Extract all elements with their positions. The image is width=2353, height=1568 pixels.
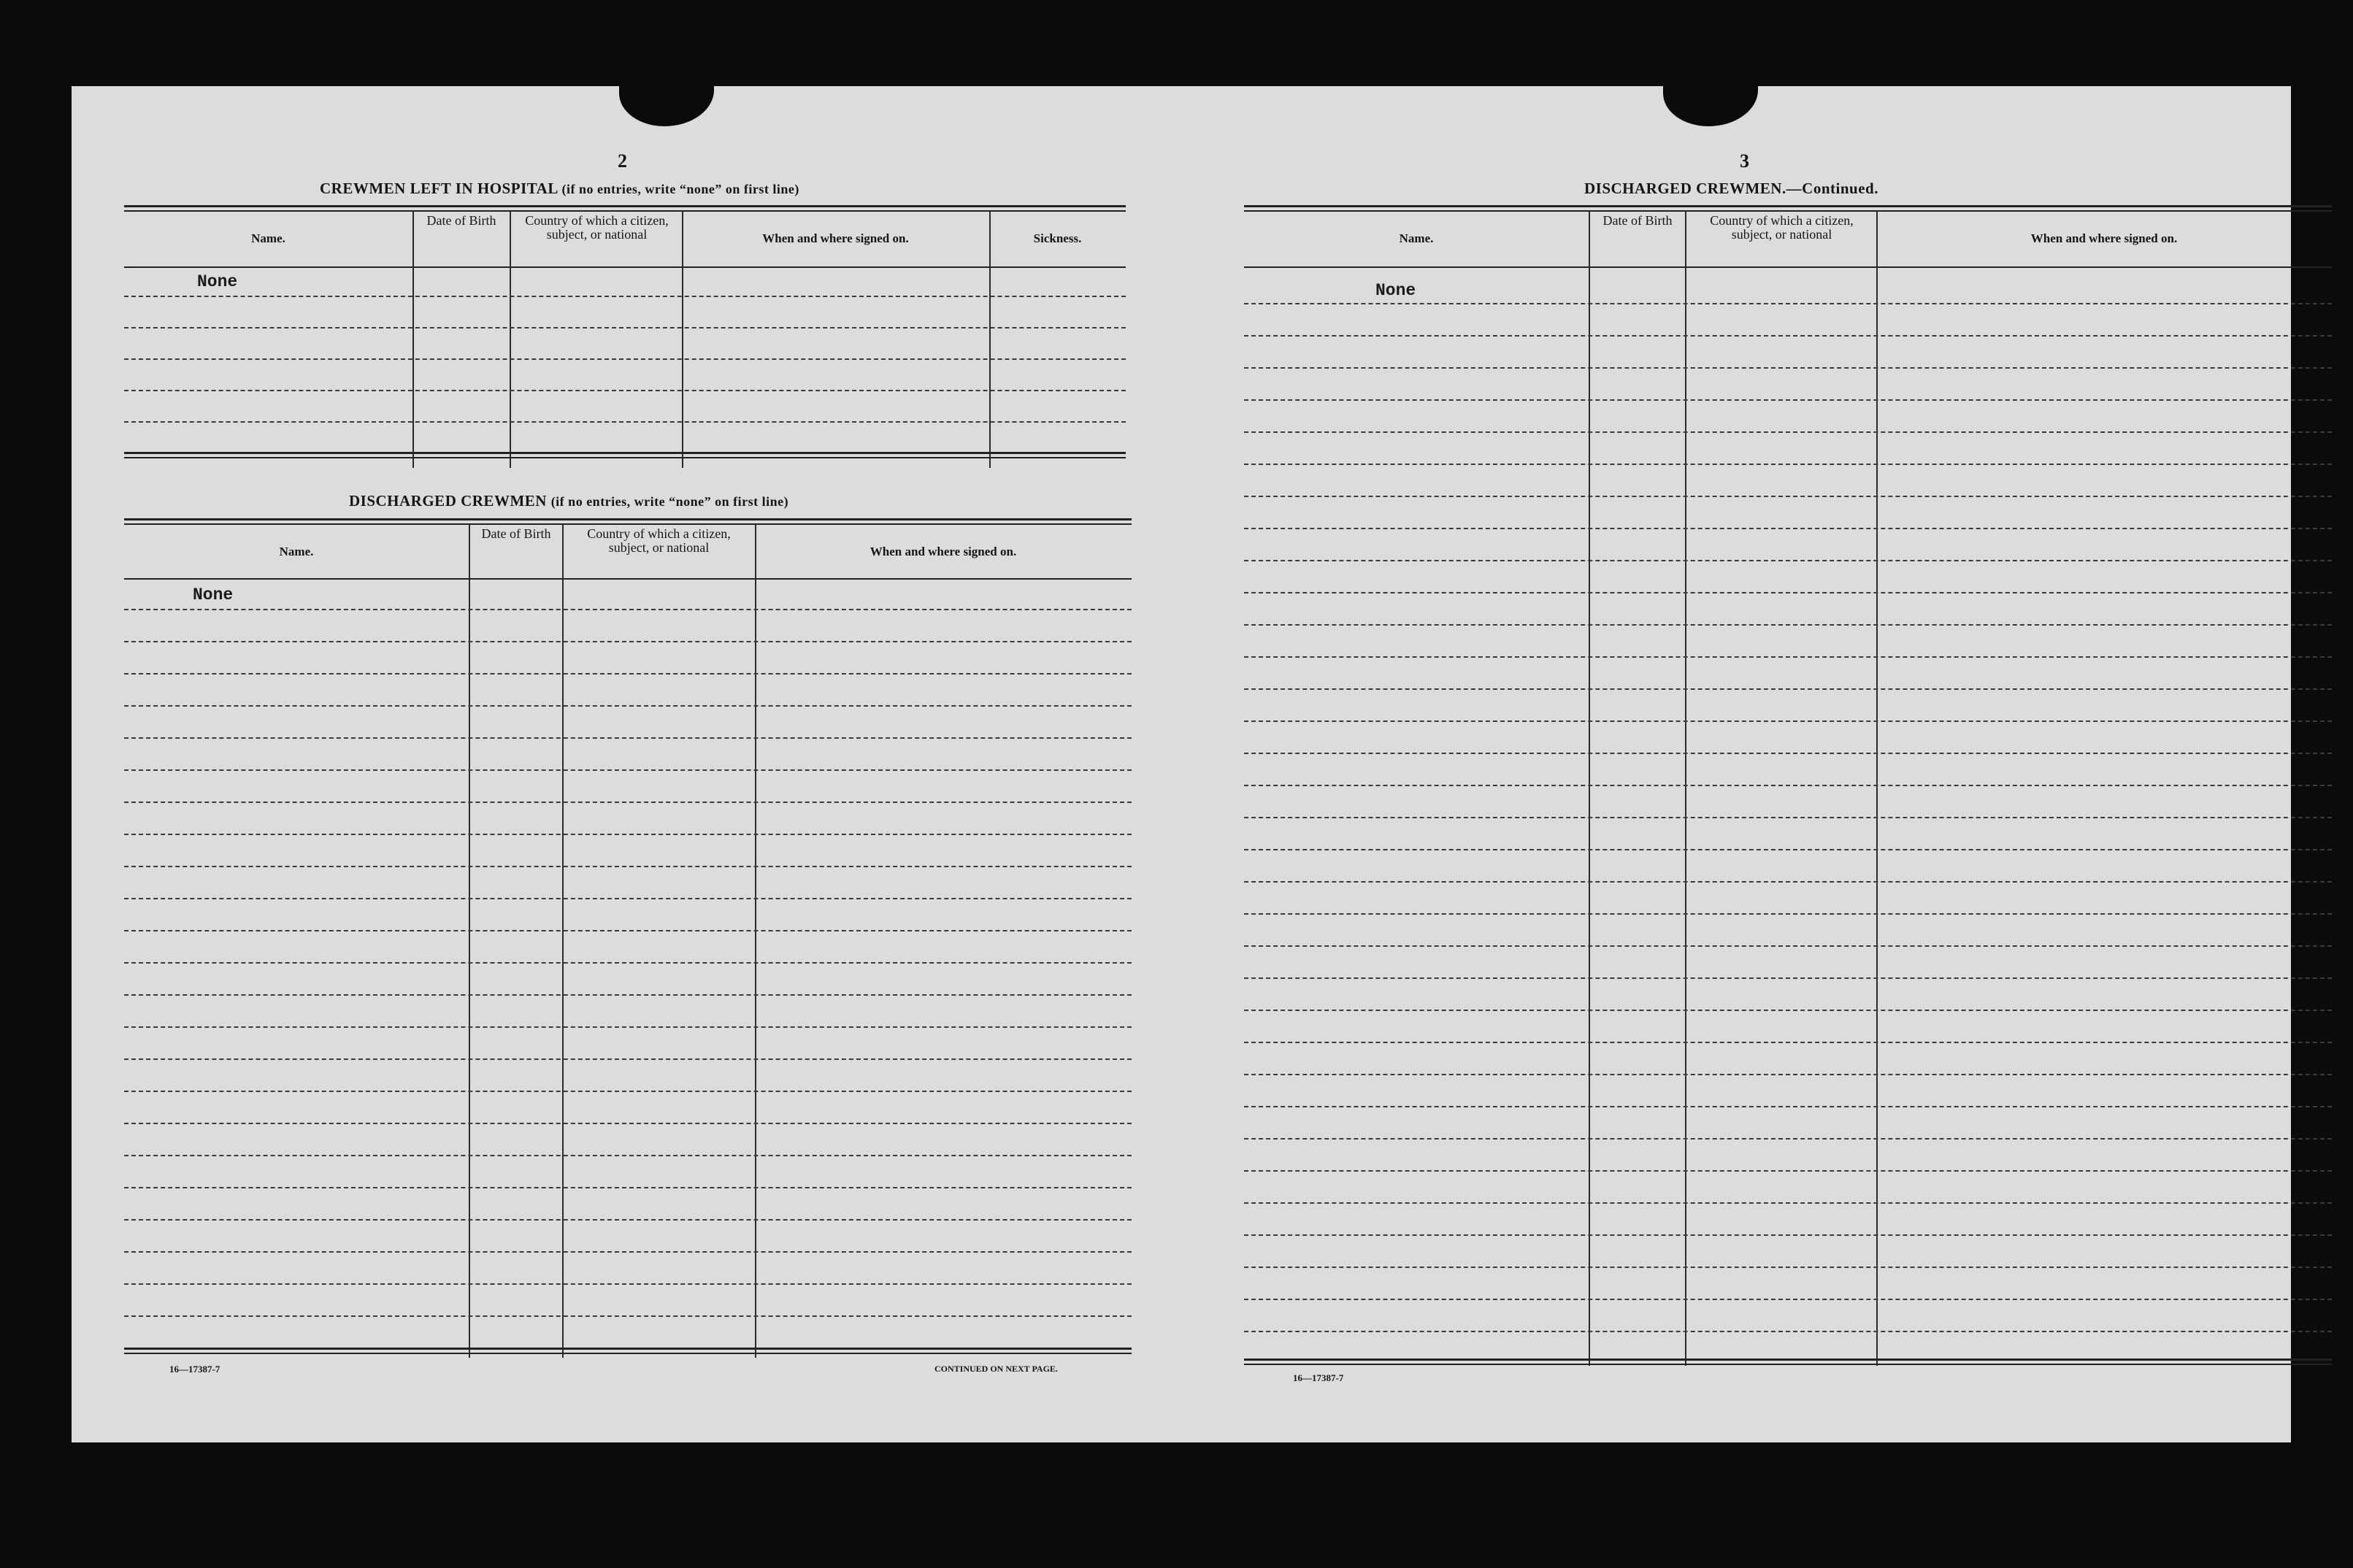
torn-notch-left (619, 57, 714, 126)
form-number: 16—17387-7 (1293, 1372, 1344, 1383)
discharged-title-text: DISCHARGED CREWMEN (349, 492, 547, 510)
column-header-country: Country of which a citizen, subject, or national (1710, 213, 1854, 242)
document-sheet (72, 86, 2291, 1442)
hospital-entry-none: None (197, 272, 238, 291)
column-header-signed-on: When and where signed on. (762, 231, 909, 245)
column-header-date-of-birth: Date of Birth (1602, 213, 1673, 228)
column-header-name: Name. (251, 231, 285, 245)
discharged-continued-title: DISCHARGED CREWMEN.—Continued. (1584, 180, 1878, 197)
hospital-instruction: (if no entries, write “none” on first line) (561, 182, 799, 196)
column-header-date-of-birth: Date of Birth (481, 526, 551, 541)
hospital-table (124, 205, 1126, 468)
discharged-instruction: (if no entries, write “none” on first line) (550, 494, 789, 509)
discharged-continued-entry-none: None (1375, 281, 1416, 300)
discharged-table (124, 518, 1132, 1358)
form-number: 16—17387-7 (169, 1364, 220, 1375)
torn-notch-right (1663, 57, 1758, 126)
hospital-title-text: CREWMEN LEFT IN HOSPITAL (320, 180, 558, 197)
column-header-signed-on: When and where signed on. (2030, 231, 2178, 245)
column-header-date-of-birth: Date of Birth (426, 213, 496, 228)
hospital-section-title (320, 180, 799, 198)
discharged-section-title (349, 492, 788, 510)
column-header-country: Country of which a citizen, subject, or national (587, 526, 731, 555)
column-header-name: Name. (1399, 231, 1434, 245)
column-header-country: Country of which a citizen, subject, or national (525, 213, 669, 242)
discharged-continued-table (1244, 205, 2332, 1366)
column-header-name: Name. (279, 545, 314, 558)
column-header-signed-on: When and where signed on. (870, 545, 1017, 558)
discharged-entry-none: None (193, 585, 234, 604)
continued-note: CONTINUED ON NEXT PAGE. (934, 1364, 1058, 1374)
page-number: 3 (1740, 150, 1749, 172)
column-header-sickness: Sickness. (1033, 231, 1082, 245)
page-number: 2 (618, 150, 627, 172)
